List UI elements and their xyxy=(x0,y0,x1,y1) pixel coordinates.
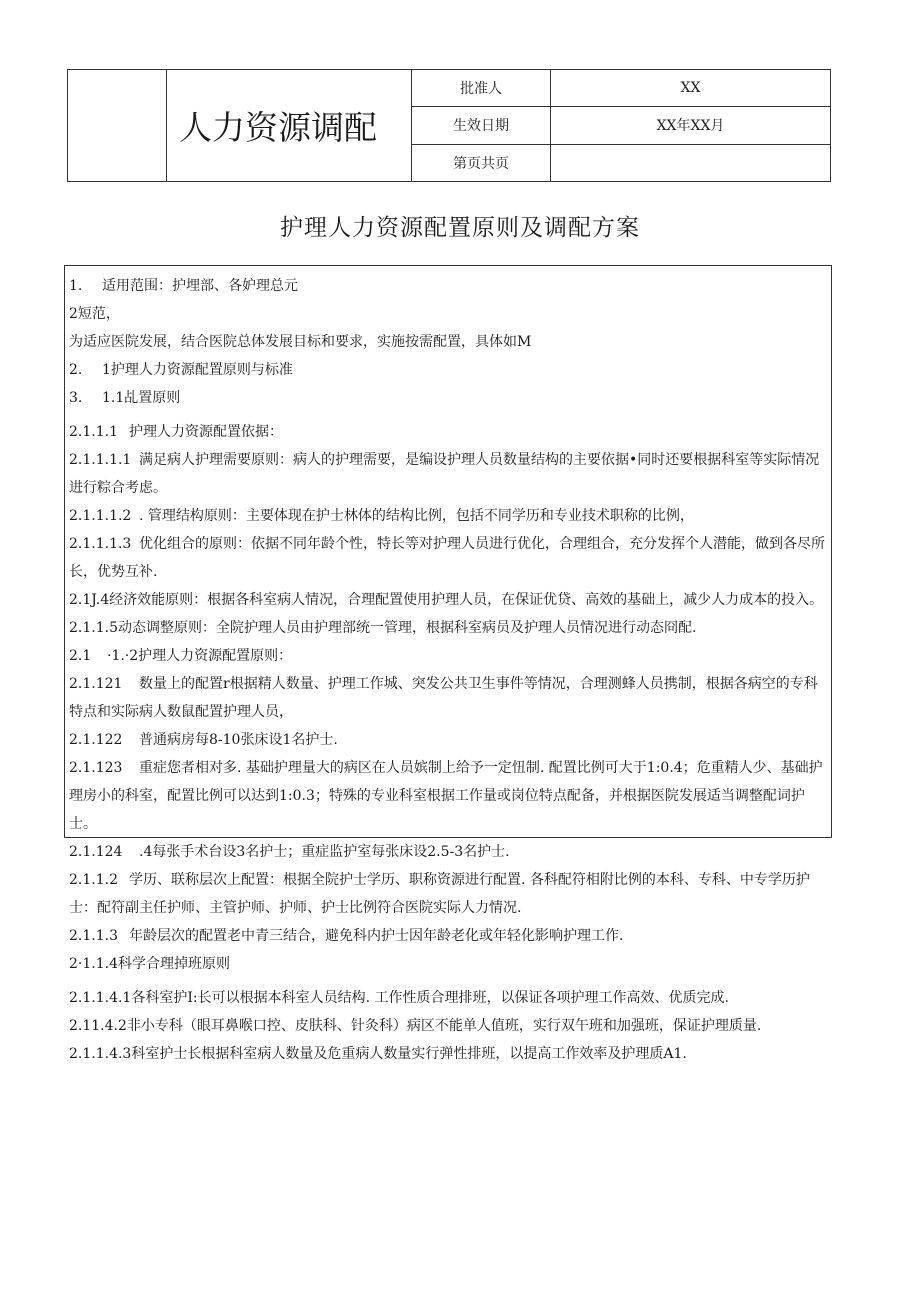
header-table xyxy=(67,69,831,182)
paragraph-text: 2.1.1.5动态调整原则：全院护理人员由护理部统一管理，根据科室病员及护理人员情况进行动态冏配. xyxy=(69,620,697,636)
logo-cell xyxy=(68,70,167,182)
paragraph-number: 1. xyxy=(69,278,83,294)
paragraph-text: 数量上的配置r根据精人数量、护理工作城、突发公共卫生事件等情况，合理测蜂人员携制，根据各病空的专科特点和实际病人数鼠配置护理人员， xyxy=(69,676,818,720)
page-count-value xyxy=(551,144,831,181)
paragraph xyxy=(69,614,827,642)
paragraph-text: 重症您者相对多. 基础护理量大的病区在人员嫔制上给予一定忸制. 配置比例可大于1:0.4；危重精人少、基础护理房小的科室，配置比例可以达到1:0.3；特殊的专业科室根据工作量或岗位特点配备，并根据医院发展适当调整配词护士。 xyxy=(69,760,823,832)
paragraph-number: 3. xyxy=(69,390,83,406)
paragraph-text: 2短范， xyxy=(69,306,120,322)
paragraph xyxy=(69,838,827,866)
paragraph xyxy=(69,586,827,614)
paragraph-number: 2.1.1.1.1 xyxy=(69,452,132,468)
paragraph-number: 2.1.124 xyxy=(69,844,123,860)
paragraph-text: ·1.·2护理人力资源配置原则： xyxy=(107,648,293,664)
paragraph xyxy=(69,642,827,670)
paragraph-text: . 管理结构原则：主要体现在护士林体的结构比例，包括不同学历和专业技术职称的比例， xyxy=(139,508,694,524)
effective-date-value: XX年XX月 xyxy=(551,107,831,144)
paragraph xyxy=(69,1012,827,1040)
paragraph-number: 2.1.1.2 xyxy=(69,872,118,888)
paragraph-text: 普通病房每8-10张床设1名护士. xyxy=(139,732,338,748)
paragraph-text: 1护理人力资源配置原则与标准 xyxy=(102,362,293,378)
paragraph xyxy=(69,418,827,446)
paragraph xyxy=(69,530,827,586)
paragraph xyxy=(69,1040,827,1068)
paragraph-text: 2.1J.4经济效能原则：根据各科室病人情况，合理配置使用护理人员，在保证优贷、高效的基础上，减少人力成本的投入。 xyxy=(69,592,824,608)
content-box xyxy=(64,265,832,1062)
paragraph xyxy=(69,950,827,978)
paragraph xyxy=(69,272,827,300)
paragraph xyxy=(69,866,827,922)
paragraph xyxy=(69,328,827,356)
paragraph-text: 2·1.1.4科学合理掉班原则 xyxy=(69,956,230,972)
paragraph xyxy=(69,446,827,502)
paragraph-text: 为适应医院发展，结合医院总体发展目标和要求，实施按需配置，具体如M xyxy=(69,334,532,350)
page-count-label: 第页共页 xyxy=(412,144,551,181)
paragraph xyxy=(69,384,827,412)
paragraph xyxy=(69,356,827,384)
paragraph-number: 2.1.121 xyxy=(69,676,123,692)
paragraph-number: 2.1.1.1 xyxy=(69,424,118,440)
content-body xyxy=(69,272,827,1068)
paragraph xyxy=(69,754,827,838)
paragraph-text: 1.1乩置原则 xyxy=(102,390,181,406)
paragraph-number: 2.1.1.1.3 xyxy=(69,536,132,552)
paragraph-number: 2.1.1.1.2 xyxy=(69,508,132,524)
paragraph-text: 年龄层次的配置老中青三结合，避免科内护士因年龄老化或年轻化影响护理工作. xyxy=(129,928,624,944)
paragraph-text: 学历、联称层次上配置：根据全院护士学历、职称资源进行配置. 各科配符相附比例的本科、专科、中专学历护士：配符副主任护师、主管护师、护师、护士比例符合医院实际人力情况. xyxy=(69,872,810,916)
approver-label: 批准人 xyxy=(412,70,551,107)
paragraph-number: 2.1.123 xyxy=(69,760,123,776)
paragraph-text: 2.1.1.4.3科室护士长根据科室病人数量及危重病人数量实行弹性排班，以提高工作效率及护理质A1. xyxy=(69,1046,687,1062)
paragraph-text: 适用范围：护埋部、各妒理总元 xyxy=(102,278,298,294)
paragraph-text: 优化组合的原则：依据不同年龄个性，特长等对护理人员进行优化，合理组合，充分发挥个人潜能，做到各尽所长，优势互补. xyxy=(69,536,825,580)
paragraph-number: 2.1.1.3 xyxy=(69,928,118,944)
paragraph-number: 2.1.122 xyxy=(69,732,123,748)
paragraph xyxy=(69,670,827,726)
document-title: 护理人力资源配置原则及调配方案 xyxy=(280,215,640,241)
paragraph xyxy=(69,922,827,950)
approver-value: XX xyxy=(551,70,831,107)
paragraph xyxy=(69,726,827,754)
paragraph-text: .4每张手术台设3名护士；重症监护室每张床设2.5-3名护士. xyxy=(139,844,510,860)
paragraph-number: 2. xyxy=(69,362,83,378)
paragraph-text: 护理人力资源配置依据： xyxy=(129,424,283,440)
paragraph xyxy=(69,502,827,530)
paragraph-text: 满足病人护理需要原则：病人的护理需要，是编设护理人员数量结构的主要依据•同时还要根据科室等实际情况进行粽合考虑。 xyxy=(69,452,820,496)
paragraph-text: 2.1.1.4.1各科室护I:长可以根据本科室人员结构. 工作性质合理排班，以保证各项护理工作高效、优质完成. xyxy=(69,990,729,1006)
paragraph-number: 2.1 xyxy=(69,648,92,664)
effective-date-label: 生效日期 xyxy=(412,107,551,144)
doc-header-title: 人力资源调配 xyxy=(167,70,412,182)
paragraph xyxy=(69,984,827,1012)
paragraph xyxy=(69,300,827,328)
paragraph-text: 2.11.4.2非小专科（眼耳鼻喉口控、皮肤科、针灸科）病区不能单人值班，实行双午班和加强班，保证护理质量. xyxy=(69,1018,762,1034)
